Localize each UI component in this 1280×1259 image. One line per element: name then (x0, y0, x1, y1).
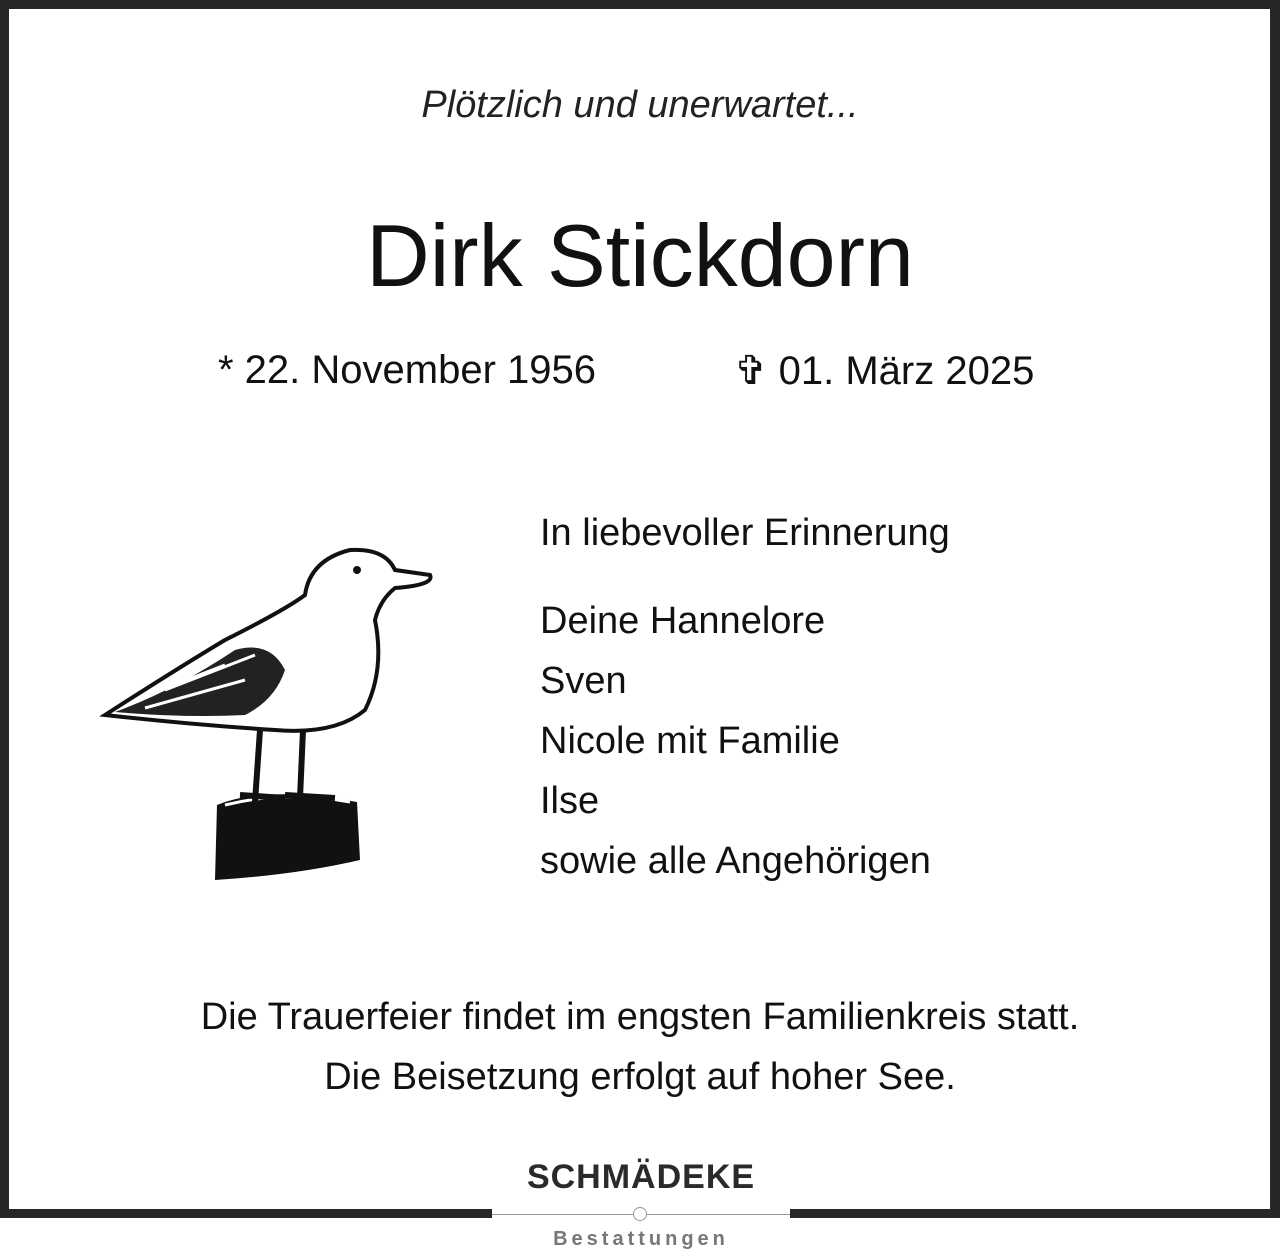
death-date: ✞ 01. März 2025 (734, 349, 1035, 393)
intro-line: Plötzlich und unerwartet... (421, 84, 859, 126)
mourner: Sven (540, 660, 627, 702)
logo-subtitle: Bestattungen (553, 1228, 729, 1250)
mourner: Deine Hannelore (540, 600, 826, 642)
logo-brand: SCHMÄDEKE (526, 1158, 756, 1196)
deceased-name: Dirk Stickdorn (366, 206, 914, 305)
logo-ring-icon (633, 1207, 647, 1221)
cross-icon: ✞ (734, 349, 768, 393)
mourner: sowie alle Angehörigen (540, 840, 931, 882)
birth-date: * 22. November 1956 (218, 348, 597, 392)
seagull-illustration (95, 540, 440, 890)
funeral-note: Die Trauerfeier findet im engsten Familienkreis statt. (200, 996, 1080, 1038)
memory-line: In liebevoller Erinnerung (540, 512, 950, 554)
mourner: Nicole mit Familie (540, 720, 840, 762)
mourner: Ilse (540, 780, 600, 822)
burial-note: Die Beisetzung erfolgt auf hoher See. (324, 1056, 956, 1098)
funeral-home-logo (492, 1150, 790, 1259)
